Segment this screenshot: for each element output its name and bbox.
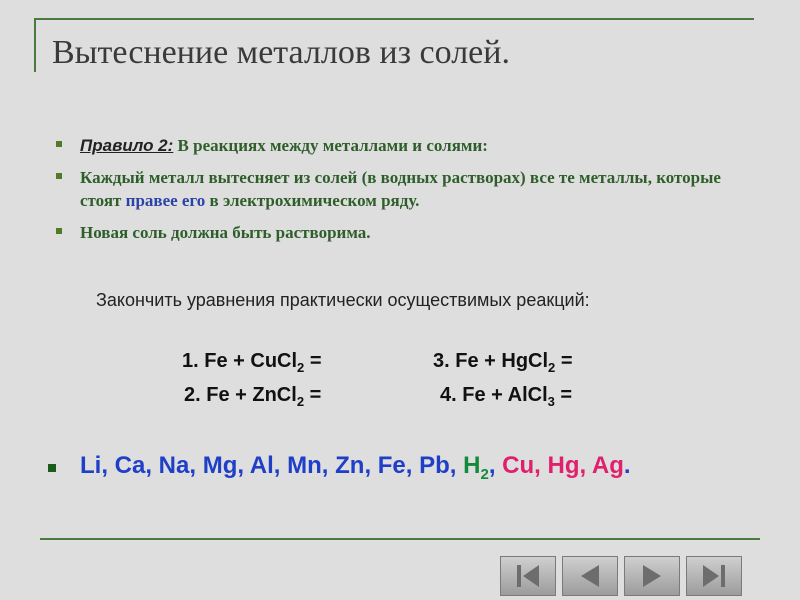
rule-item-1 — [52, 134, 752, 157]
equation-3: 3. Fe + HgCl$_2$ = — [433, 350, 573, 375]
rule-text: В реакциях между металлами и солями: — [173, 136, 488, 155]
activity-series: Li, Ca, Na, Mg, Al, Mn, Zn, Fe, Pb, $H_2$, Cu, Hg, Ag. — [80, 452, 631, 483]
series-metals-right: Cu, Hg, Ag — [502, 452, 624, 479]
last-slide-button[interactable] — [686, 556, 742, 596]
next-slide-button[interactable] — [624, 556, 680, 596]
bullet-icon — [56, 141, 62, 147]
rule-text: Каждый металл вытесняет из солей (в водных растворах) все те металлы, которые стоят — [80, 168, 721, 210]
rule-label: Правило 2: — [80, 136, 174, 155]
left-divider — [34, 18, 36, 72]
bottom-divider — [40, 538, 760, 540]
first-slide-button[interactable] — [500, 556, 556, 596]
equation-4: 4. Fe + AlCl$_3$ = — [440, 384, 573, 409]
rules-list — [52, 134, 752, 253]
rule-item-3 — [52, 221, 752, 244]
rule-text-end: в электрохимическом ряду. — [205, 191, 420, 210]
equation-1: 1. Fe + CuCl$_2$ = — [182, 350, 322, 375]
equation-2: 2. Fe + ZnCl$_2$ = — [184, 384, 322, 409]
task-instruction: Закончить уравнения практически осуществимых реакций: — [96, 290, 590, 310]
series-metals-left: Li, Ca, Na, Mg, Al, Mn, Zn, Fe, Pb, — [80, 452, 464, 479]
slide-title: Вытеснение металлов из солей. — [52, 34, 510, 71]
rule-item-2 — [52, 166, 752, 212]
prev-slide-button[interactable] — [562, 556, 618, 596]
series-hydrogen: $H_2$ — [463, 452, 489, 483]
slide-navigation — [500, 556, 790, 596]
next-slide-icon — [636, 562, 668, 590]
rule-highlight: правее его — [125, 191, 206, 210]
bullet-icon — [48, 464, 56, 472]
top-divider — [34, 18, 754, 20]
last-slide-icon — [698, 562, 730, 590]
first-slide-icon — [512, 562, 544, 590]
bullet-icon — [56, 173, 62, 179]
bullet-icon — [56, 228, 62, 234]
prev-slide-icon — [574, 562, 606, 590]
rule-text: Новая соль должна быть растворима. — [80, 223, 371, 242]
